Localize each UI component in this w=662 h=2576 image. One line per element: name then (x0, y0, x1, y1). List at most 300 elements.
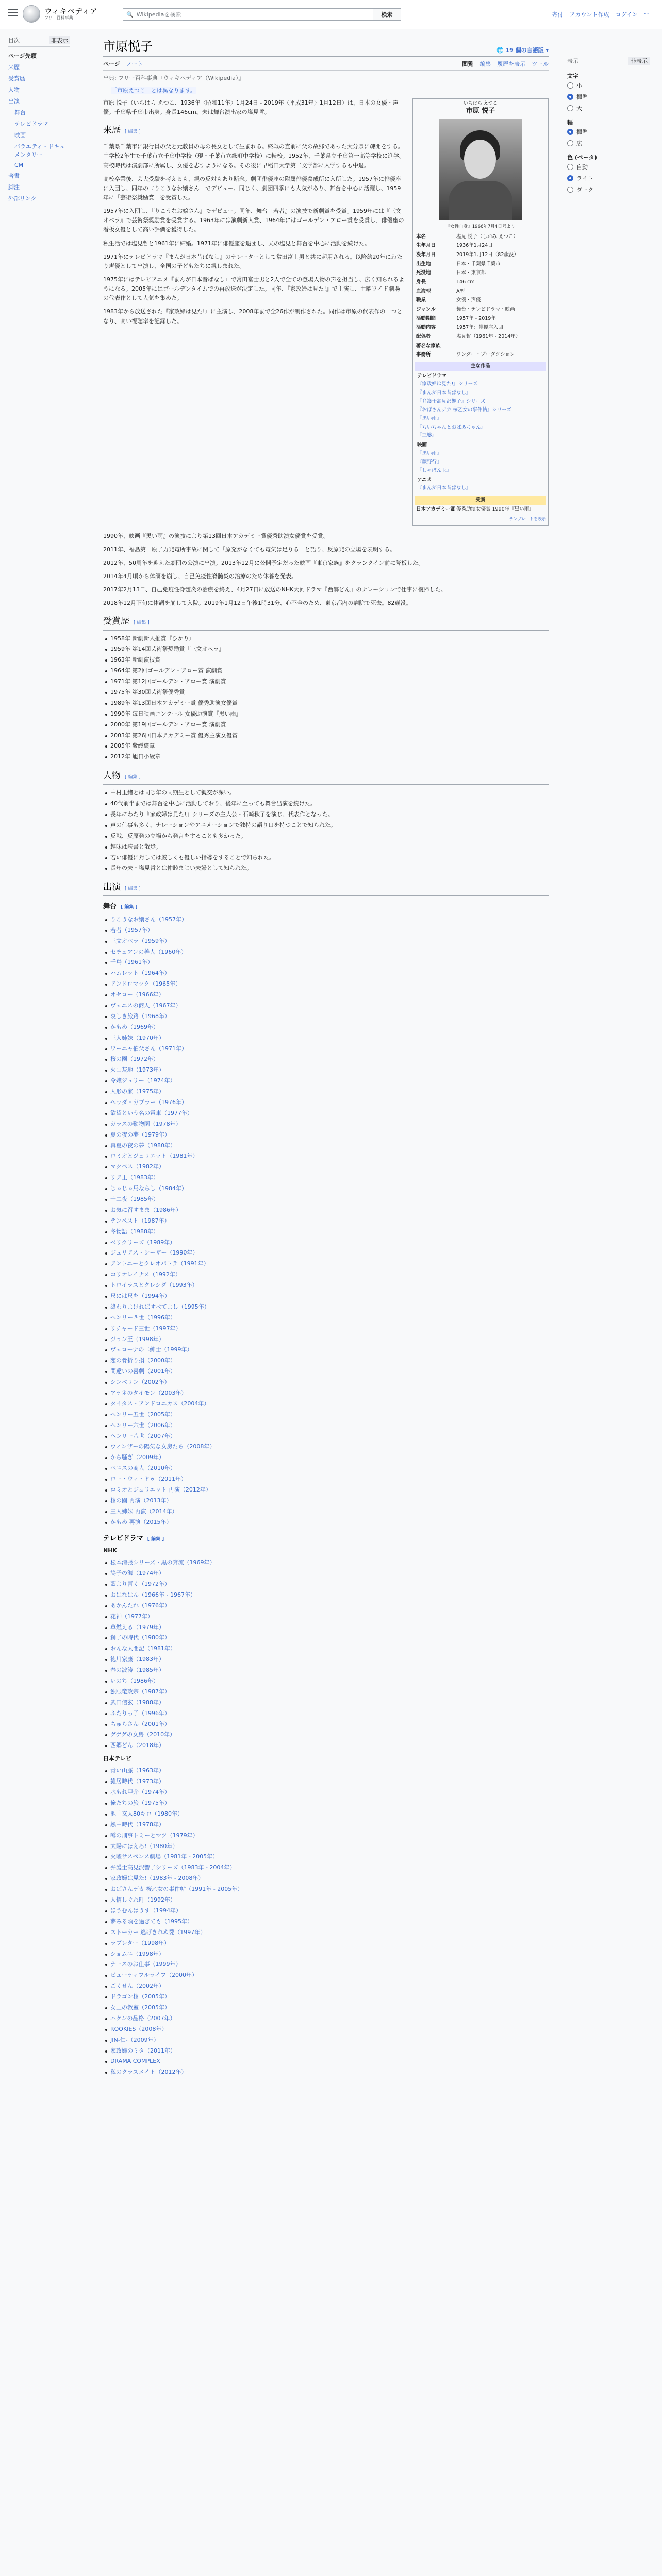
section-stage: 舞台 [ 編集 ] (103, 903, 138, 911)
stage-item-text[interactable]: 火山灰地（1973年） (110, 1066, 164, 1074)
appearance-title: 表示 (567, 58, 578, 64)
radio-button[interactable] (567, 175, 573, 181)
infobox-row (415, 296, 546, 305)
ntv-drama-item-text[interactable]: 弁護士高見沢響子シリーズ（1983年 - 2004年） (110, 1864, 236, 1871)
edit-link[interactable]: [ 編集 ] (125, 775, 141, 781)
stage-item-text[interactable]: ヘンリー八世（2007年） (110, 1432, 176, 1439)
stage-item-text[interactable]: シンベリン（2002年） (110, 1379, 170, 1386)
edit-link[interactable]: [ 編集 ] (147, 1536, 164, 1542)
ntv-drama-item-text[interactable]: ショムニ（1998年） (110, 1950, 164, 1957)
infobox-value (456, 342, 545, 350)
ntv-drama-item (103, 1841, 549, 1852)
radio-button[interactable] (567, 94, 573, 100)
infobox-row (415, 323, 546, 332)
infobox-row (415, 287, 546, 296)
radio-button[interactable] (567, 129, 573, 135)
appearance-option[interactable] (567, 126, 650, 138)
nhk-drama-item-text[interactable]: 獅子の時代（1980年） (110, 1634, 170, 1641)
ntv-drama-item-text[interactable]: 家政婦は見た!（1983年 - 2008年） (110, 1875, 204, 1882)
nhk-drama-item-text[interactable]: おんな太閤記（1981年） (110, 1645, 176, 1652)
infobox-work-link[interactable]: 『黒い雨』 (417, 416, 442, 422)
stage-item-text[interactable]: 終わりよければすべてよし（1995年） (110, 1303, 210, 1310)
stage-item-text[interactable]: セチュアンの善人（1960年） (110, 948, 187, 955)
toc-item[interactable]: 出演 (8, 98, 20, 105)
award-item (103, 644, 549, 655)
toc-item[interactable]: 舞台 (14, 109, 26, 116)
ntv-drama-item (103, 1959, 549, 1970)
ntv-drama-item (103, 1981, 549, 1992)
stage-item-text[interactable]: タイタス・アンドロニカス（2004年） (110, 1400, 210, 1407)
stage-item-text[interactable]: 三文オペラ（1959年） (110, 937, 170, 944)
ntv-drama-item-text[interactable]: ごくせん（2002年） (110, 1982, 164, 1990)
radio-button[interactable] (567, 140, 573, 146)
stage-item (103, 1054, 549, 1065)
stage-item (103, 1324, 549, 1334)
infobox-key: 没年月日 (416, 251, 436, 258)
stage-item (103, 1355, 549, 1366)
infobox-key: 死没地 (416, 270, 431, 276)
nhk-drama-item-text[interactable]: 藍より青く（1972年） (110, 1580, 170, 1587)
article-body (103, 98, 549, 2078)
stage-item-text[interactable]: テンペスト（1987年） (110, 1217, 170, 1224)
section-tv: テレビドラマ [ 編集 ] (103, 1534, 164, 1543)
works-tv-label: テレビドラマ (417, 372, 446, 379)
main-menu-icon[interactable] (8, 9, 18, 16)
create-account-link[interactable]: アカウント作成 (569, 11, 609, 18)
stage-item-text[interactable]: ガラスの動物園（1978年） (110, 1120, 181, 1127)
tab-talk[interactable]: ノート (126, 61, 143, 67)
option-label: 広 (576, 140, 582, 147)
toc-item[interactable]: テレビドラマ (14, 121, 48, 127)
nhk-drama-item (103, 1579, 549, 1590)
template-link[interactable]: テンプレートを表示 (509, 517, 546, 522)
stage-item-text[interactable]: 人形の家（1975年） (110, 1088, 164, 1095)
stage-item-text[interactable]: トロイラスとクレシダ（1993年） (110, 1282, 198, 1289)
portrait-photo[interactable] (439, 119, 522, 220)
stage-item-text[interactable]: ベニスの商人（2010年） (110, 1465, 176, 1472)
ntv-list (103, 1766, 549, 2078)
stage-item-text[interactable]: オセロー（1966年） (110, 991, 164, 998)
history-paragraph: 1971年にテレビドラマ『まんが日本昔ばなし』のナレーターとして常田富士男と共に起用される。以降約20年にわたり声優として出演し、全国の子どもたちに親しまれた。 (103, 253, 403, 269)
infobox-key: 活動内容 (416, 325, 436, 331)
hatnote-link[interactable]: 「市原えつこ」とは異なります。 (111, 87, 196, 94)
stage-item-text[interactable]: 哀しき旅路（1968年） (110, 1012, 170, 1020)
ntv-drama-item (103, 1938, 549, 1949)
edit-link[interactable]: [ 編集 ] (121, 905, 138, 910)
site-logo[interactable] (23, 5, 97, 23)
option-label: 大 (576, 105, 582, 112)
ntv-drama-item (103, 2056, 549, 2067)
infobox-kana: いちはら えつこ (464, 101, 498, 106)
radio-button[interactable] (567, 164, 573, 170)
tab-edit[interactable]: 編集 (479, 61, 491, 67)
stage-item-text[interactable]: ワーニャ伯父さん（1971年） (110, 1045, 187, 1052)
stage-item (103, 1399, 549, 1410)
stage-item (103, 1087, 549, 1097)
infobox-row (415, 241, 546, 250)
nhk-drama-item-text[interactable]: 武田信玄（1988年） (110, 1699, 164, 1706)
appearance-option[interactable] (567, 91, 650, 103)
ntv-drama-item-text[interactable]: 夢みる頃を過ぎても（1995年） (110, 1918, 193, 1925)
nhk-drama-item (103, 1730, 549, 1740)
ntv-drama-item-text[interactable]: ナースのお仕事（1999年） (110, 1961, 181, 1968)
award-item-text: 2012年 旭日小綬章 (110, 753, 161, 760)
award-item (103, 676, 549, 687)
nhk-drama-item (103, 1687, 549, 1698)
ntv-drama-item-text[interactable]: ドラゴン桜（2005年） (110, 1993, 170, 2001)
stage-item-text[interactable]: リチャード三世（1997年） (110, 1325, 181, 1332)
stage-item (103, 1442, 549, 1452)
tab-tools[interactable]: ツール (532, 61, 549, 67)
stage-item (103, 1366, 549, 1377)
ntv-drama-item-text[interactable]: 火曜サスペンス劇場（1981年 - 2005年） (110, 1853, 219, 1860)
toc-item[interactable]: 来歴 (8, 64, 20, 71)
ntv-drama-item (103, 1873, 549, 1884)
tagline: 出典: フリー百科事典『ウィキペディア（Wikipedia）』 (103, 75, 244, 81)
tab-read[interactable]: 閲覧 (462, 61, 474, 67)
stage-item (103, 925, 549, 936)
person-item (103, 799, 549, 809)
stage-item-text[interactable]: ジュリアス・シーザー（1990年） (110, 1249, 198, 1257)
person-item (103, 863, 549, 874)
infobox-work-link[interactable]: 『まんが日本昔ばなし』 (417, 390, 471, 396)
stage-item (103, 1194, 549, 1205)
ntv-drama-item (103, 1862, 549, 1873)
stage-item (103, 990, 549, 1001)
ntv-drama-item-text[interactable]: 噂の刑事トミーとマツ（1979年） (110, 1832, 198, 1839)
ntv-drama-item-text[interactable]: 人情しぐれ町（1992年） (110, 1896, 176, 1904)
stage-item-text[interactable]: 夏の夜の夢（1979年） (110, 1131, 170, 1138)
infobox-row (415, 278, 546, 287)
stage-item-text[interactable]: 恋の骨折り損（2000年） (110, 1357, 176, 1364)
appearance-option[interactable] (567, 103, 650, 114)
logo-subtitle: フリー百科事典 (44, 15, 73, 20)
award-value: 優秀助演女優賞 1990年『黒い雨』 (456, 506, 534, 512)
infobox-work-link[interactable]: 『家政婦は見た!』シリーズ (417, 381, 478, 387)
award-item-text: 1990年 毎日映画コンクール 女優助演賞『黒い雨』 (110, 710, 242, 717)
site-header (0, 0, 662, 29)
appearance-hide-button[interactable]: 非表示 (628, 57, 650, 65)
infobox-work-link[interactable]: 『おばさんデカ 桜乙女の事件帖』シリーズ (417, 407, 511, 413)
ntv-drama-item (103, 1949, 549, 1960)
stage-item-text[interactable]: ロミオとジュリエット（1981年） (110, 1153, 198, 1160)
ntv-drama-item-text[interactable]: ROOKIES（2008年） (110, 2025, 168, 2032)
ntv-drama-item (103, 1809, 549, 1820)
history-paragraph: 1990年、映画『黒い雨』の演技により第13回日本アカデミー賞優秀助演女優賞を受賞。 (103, 532, 329, 539)
stage-item (103, 936, 549, 947)
toc-hide-button[interactable]: 非表示 (49, 36, 70, 44)
stage-item-text[interactable]: ハムレット（1964年） (110, 970, 170, 977)
stage-item-text[interactable]: 令嬢ジュリー（1974年） (110, 1077, 176, 1084)
stage-item (103, 957, 549, 968)
award-header: 受賞 (415, 496, 546, 505)
infobox (412, 98, 549, 526)
appearance-option[interactable] (567, 184, 650, 195)
ntv-drama-item-text[interactable]: 俺たちの旅（1975年） (110, 1800, 170, 1807)
awards-list (103, 634, 549, 763)
ntv-drama-item (103, 1852, 549, 1862)
more-options-icon[interactable]: ⋯ (644, 10, 650, 17)
ntv-drama-item (103, 1895, 549, 1906)
toc-item[interactable]: 人物 (8, 87, 20, 93)
infobox-work-link[interactable]: 『蕨野行』 (417, 459, 442, 465)
nhk-drama-item-text[interactable]: ゲゲゲの女房（2010年） (110, 1731, 176, 1738)
stage-item (103, 1119, 549, 1130)
history-paragraph: 私生活では塩見哲と1961年に結婚。1971年に俳優座を退団し、夫の塩見と舞台を中心に活動を続けた。 (103, 240, 370, 247)
color-header: 色 (ベータ) (567, 154, 597, 161)
ntv-drama-item-text[interactable]: ハケンの品格（2007年） (110, 2014, 176, 2022)
stage-item-text[interactable]: ペリクリーズ（1989年） (110, 1239, 176, 1246)
nhk-drama-item-text[interactable]: ちゅらさん（2001年） (110, 1720, 170, 1727)
stage-item-text[interactable]: ヴェローナの二紳士（1999年） (110, 1346, 193, 1353)
infobox-row (415, 314, 546, 324)
stage-item-text[interactable]: ロー・ウィ・ドゥ（2011年） (110, 1476, 187, 1483)
stage-item-text[interactable]: 桜の園（1972年） (110, 1056, 159, 1063)
infobox-value: A型 (456, 288, 465, 294)
stage-item (103, 1130, 549, 1141)
toc-item[interactable]: CM (14, 162, 24, 168)
ntv-drama-item (103, 1884, 549, 1895)
appearance-option[interactable] (567, 138, 650, 149)
stage-item-text[interactable]: ヴェニスの商人（1967年） (110, 1002, 181, 1009)
ntv-drama-item-text[interactable]: DRAMA COMPLEX (110, 2058, 160, 2065)
stage-item-text[interactable]: ウィンザーの陽気な女房たち（2008年） (110, 1443, 216, 1450)
history-paragraph: 2011年、福島第一原子力発電所事故に関して「原発がなくても電気は足りる」と語り、反原発の立場を表明する。 (103, 546, 395, 553)
edit-link[interactable]: [ 編集 ] (125, 129, 141, 135)
stage-item (103, 1173, 549, 1183)
stage-item (103, 1517, 549, 1528)
nhk-drama-item (103, 1719, 549, 1730)
nhk-drama-item-text[interactable]: 独眼竜政宗（1987年） (110, 1688, 170, 1695)
ntv-drama-item-text[interactable]: ほうむんはうす（1994年） (110, 1907, 181, 1914)
award-item (103, 741, 549, 752)
radio-button[interactable] (567, 187, 573, 193)
history-paragraph: 2012年、50周年を迎えた劇団の公演に出演。2013年12月に公開予定だった映画『東京家族』をクランクイン前に降板した。 (103, 559, 424, 566)
donate-link[interactable]: 寄付 (552, 11, 564, 18)
stage-item-text[interactable]: 欲望という名の電車（1977年） (110, 1109, 193, 1116)
person-item-text: 趣味は読書と散歩。 (110, 843, 161, 850)
nhk-drama-item-text[interactable]: 松本清張シリーズ・黒の奔流（1969年） (110, 1559, 216, 1566)
ntv-drama-item-text[interactable]: ストーカー 逃げきれぬ愛（1997年） (110, 1928, 206, 1936)
stage-item-text[interactable]: 若者（1957年） (110, 926, 153, 934)
stage-item-text[interactable]: アテネのタイモン（2003年） (110, 1389, 187, 1397)
ntv-drama-item-text[interactable]: 雑居時代（1973年） (110, 1778, 164, 1785)
stage-item-text[interactable]: 間違いの喜劇（2001年） (110, 1368, 176, 1375)
stage-item-text[interactable]: ジョン王（1998年） (110, 1335, 164, 1343)
nhk-drama-item-text[interactable]: いのち（1986年） (110, 1677, 159, 1684)
ntv-drama-item-text[interactable]: 私のクラスメイト（2012年） (110, 2069, 187, 2076)
nhk-drama-item (103, 1633, 549, 1643)
stage-item (103, 1011, 549, 1022)
stage-item-text[interactable]: アンドロマック（1965年） (110, 980, 181, 988)
stage-item (103, 1108, 549, 1119)
ntv-drama-item-text[interactable]: 水もれ甲介（1974年） (110, 1789, 170, 1796)
nhk-drama-item (103, 1601, 549, 1612)
stage-item-text[interactable]: ロミオとジュリエット 再演（2012年） (110, 1486, 211, 1494)
infobox-value: 塩見 悦子（しおみ えつこ） (456, 233, 518, 240)
radio-button[interactable] (567, 82, 573, 89)
ntv-drama-item (103, 1798, 549, 1809)
stage-item (103, 1452, 549, 1463)
option-label: 標準 (576, 94, 588, 100)
nhk-drama-item-text[interactable]: おはなはん（1966年 - 1967年） (110, 1591, 196, 1598)
ntv-drama-item-text[interactable]: 熱中時代（1978年） (110, 1821, 164, 1828)
ntv-drama-item-text[interactable]: ラブレター（1998年） (110, 1939, 170, 1946)
ntv-drama-item (103, 2067, 549, 2078)
stage-item-text[interactable]: 十二夜（1985年） (110, 1196, 159, 1202)
stage-item (103, 1463, 549, 1474)
stage-item-text[interactable]: かもめ 再演（2015年） (110, 1518, 172, 1526)
stage-item-text[interactable]: リア王（1983年） (110, 1174, 159, 1181)
infobox-row (415, 232, 546, 242)
section-history: 来歴 [ 編集 ] (103, 123, 549, 139)
infobox-key: 職業 (416, 297, 426, 303)
infobox-work-link[interactable]: 『しゃぼん玉』 (417, 468, 452, 474)
toc-item[interactable]: バラエティ・ドキュメンタリー (14, 143, 65, 158)
stage-item-text[interactable]: ヘンリー四世（1996年） (110, 1314, 176, 1321)
hatnote (111, 86, 549, 94)
infobox-value: ワンダー・プロダクション (456, 352, 515, 358)
ntv-drama-item-text[interactable]: 池中玄太80キロ（1980年） (110, 1810, 183, 1817)
edit-link[interactable]: [ 編集 ] (125, 886, 141, 892)
toc-item[interactable]: ページ先頭 (8, 53, 37, 59)
stage-item-text[interactable]: アントニーとクレオパトラ（1991年） (110, 1260, 209, 1267)
nhk-drama-item-text[interactable]: 春の波涛（1985年） (110, 1667, 164, 1674)
ntv-drama-item-text[interactable]: ビューティフルライフ（2000年） (110, 1972, 198, 1979)
person-item (103, 842, 549, 853)
nhk-drama-item-text[interactable]: 鳩子の海（1974年） (110, 1570, 164, 1577)
login-link[interactable]: ログイン (615, 11, 638, 18)
toc-item[interactable]: 脚注 (8, 184, 20, 191)
history-paragraph: 2014年4月頃から体調を崩し、自己免疫性脊髄炎の治療のため休養を発表。 (103, 573, 297, 580)
edit-link[interactable]: [ 編集 ] (134, 620, 150, 626)
infobox-value: 1957年：俳優座入団 (456, 325, 503, 331)
infobox-value: 146 cm (456, 279, 475, 285)
ntv-drama-item-text[interactable]: おばさんデカ 桜乙女の事件帖（1991年 - 2005年） (110, 1886, 243, 1893)
infobox-key: 著名な家族 (416, 343, 441, 349)
stage-item (103, 968, 549, 979)
stage-item (103, 1302, 549, 1313)
appearance-sidebar (567, 57, 650, 195)
stage-item-text[interactable]: 桜の園 再演（2013年） (110, 1497, 172, 1504)
stage-item-text[interactable]: ヘンリー五世（2005年） (110, 1411, 176, 1418)
infobox-key: 活動期間 (416, 315, 436, 321)
stage-item (103, 1022, 549, 1033)
infobox-key: 配偶者 (416, 333, 431, 340)
stage-item (103, 1076, 549, 1087)
infobox-name: 市原 悦子 (466, 107, 495, 115)
stage-item-text[interactable]: 三人姉妹 再演（2014年） (110, 1507, 178, 1515)
stage-item (103, 1269, 549, 1280)
appearance-option[interactable] (567, 161, 650, 173)
history-paragraph: 千葉県千葉市に銀行員の父と元教員の母の長女として生まれる。終戦の直前に父の故郷であった大分県に疎開をする。中学校2年生で千葉市立千葉中学校（現・千葉市立緑町中学校）に転校。1952年、千葉県立千葉第一高等学校に進学。高校時代は演劇部に所属し、女優を志すようになる。その後に早稲田大学第二文学部に入学するも中退。 (103, 143, 405, 169)
stage-item (103, 1506, 549, 1517)
stage-item (103, 1410, 549, 1420)
language-button[interactable]: 🌐 19 個の言語版 ▾ (496, 47, 549, 54)
ntv-drama-item-text[interactable]: 太陽にほえろ!（1980年） (110, 1842, 178, 1850)
stage-item-text[interactable]: じゃじゃ馬ならし（1984年） (110, 1185, 187, 1192)
stage-item-text[interactable]: 千鳥（1961年） (110, 959, 153, 966)
infobox-value: 1936年1月24日 (456, 243, 493, 249)
toc-item[interactable]: 著書 (8, 173, 20, 179)
nhk-drama-item-text[interactable]: あかんたれ（1976年） (110, 1602, 170, 1609)
nhk-drama-item-text[interactable]: 花神（1977年） (110, 1613, 153, 1620)
infobox-row (415, 260, 546, 269)
radio-button[interactable] (567, 105, 573, 111)
stage-item-text[interactable]: りこうなお嬢さん（1957年） (110, 916, 187, 923)
ntv-drama-item-text[interactable]: 青い山脈（1963年） (110, 1767, 164, 1774)
search-input[interactable] (123, 8, 373, 21)
ntv-drama-item (103, 1906, 549, 1917)
ntv-drama-item-text[interactable]: 家政婦のミタ（2011年） (110, 2047, 176, 2054)
ntv-drama-item (103, 2003, 549, 2013)
nhk-drama-item-text[interactable]: 徳川家康（1983年） (110, 1656, 164, 1663)
stage-item-text[interactable]: マクベス（1982年） (110, 1163, 164, 1171)
ntv-drama-item (103, 1917, 549, 1927)
stage-item (103, 1216, 549, 1227)
tab-page[interactable]: ページ (103, 61, 120, 67)
toc-item[interactable]: 映画 (14, 132, 26, 139)
stage-item-text[interactable]: ヘンリー六世（2006年） (110, 1421, 176, 1429)
infobox-work-link[interactable]: 『三婆』 (417, 433, 437, 439)
ntv-drama-item (103, 1992, 549, 2003)
tab-history[interactable]: 履歴を表示 (497, 61, 526, 67)
appearance-option[interactable] (567, 80, 650, 91)
appearance-option[interactable] (567, 173, 650, 184)
person-item-text: 中村玉緒とは同じ年の同期生として親交が深い。 (110, 789, 235, 796)
nhk-drama-item-text[interactable]: 西郷どん（2018年） (110, 1742, 164, 1749)
search-button[interactable]: 検索 (373, 8, 401, 21)
award-item (103, 731, 549, 741)
award-item-text: 2000年 第19回ゴールデン・アロー賞 演劇賞 (110, 721, 226, 728)
award-item-text: 2003年 第26回日本アカデミー賞 優秀主演女優賞 (110, 732, 238, 739)
ntv-drama-item-text[interactable]: JIN-仁-（2009年） (110, 2036, 159, 2043)
infobox-key: 本名 (416, 233, 426, 240)
search-form (123, 8, 401, 21)
ntv-drama-item (103, 1776, 549, 1787)
nhk-header: NHK (103, 1547, 117, 1554)
infobox-work-link[interactable]: 『ちいちゃんとおばあちゃん』 (417, 424, 486, 430)
stage-item-text[interactable]: 冬物語（1988年） (110, 1228, 159, 1235)
infobox-work-link[interactable]: 『弁護士高見沢響子』シリーズ (417, 398, 486, 404)
nhk-list (103, 1557, 549, 1751)
stage-item-text[interactable]: かもめ（1969年） (110, 1023, 159, 1030)
history-paragraph: 2017年2月13日、自己免疫性脊髄炎の治療を終え、4月27日に放送のNHK大河ドラマ『西郷どん』のナレーションで仕事に復帰した。 (103, 586, 446, 594)
main-content (103, 36, 549, 2081)
toc-item[interactable]: 外部リンク (8, 195, 37, 202)
stage-item-text[interactable]: ヘッダ・ガブラー（1976年） (110, 1098, 187, 1106)
stage-item-text[interactable]: 真夏の夜の夢（1980年） (110, 1142, 176, 1149)
stage-item-text[interactable]: 尺には尺を（1994年） (110, 1293, 170, 1300)
nhk-drama-item-text[interactable]: ふたりっ子（1996年） (110, 1709, 170, 1717)
nhk-drama-item (103, 1665, 549, 1676)
stage-item-text[interactable]: コリオレイナス（1992年） (110, 1271, 181, 1278)
person-item (103, 820, 549, 831)
stage-item-text[interactable]: 三人姉妹（1970年） (110, 1034, 164, 1041)
nhk-drama-item-text[interactable]: 草燃える（1979年） (110, 1623, 164, 1631)
stage-item (103, 1001, 549, 1011)
nhk-drama-item (103, 1698, 549, 1708)
toc-item[interactable]: 受賞歴 (8, 75, 25, 82)
ntv-drama-item-text[interactable]: 女王の教室（2005年） (110, 2004, 170, 2011)
infobox-work-link[interactable]: 『黒い雨』 (417, 450, 442, 456)
award-item-text: 1959年 第14回芸術祭奨励賞『三文オペラ』 (110, 646, 225, 653)
infobox-work-link[interactable]: 『まんが日本昔ばなし』 (417, 485, 471, 492)
stage-item-text[interactable]: から騒ぎ（2009年） (110, 1454, 164, 1461)
award-item-text: 1975年 第30回芸術祭優秀賞 (110, 688, 185, 696)
stage-item-text[interactable]: お気に召すまま（1986年） (110, 1206, 181, 1213)
infobox-key: ジャンル (416, 306, 436, 312)
